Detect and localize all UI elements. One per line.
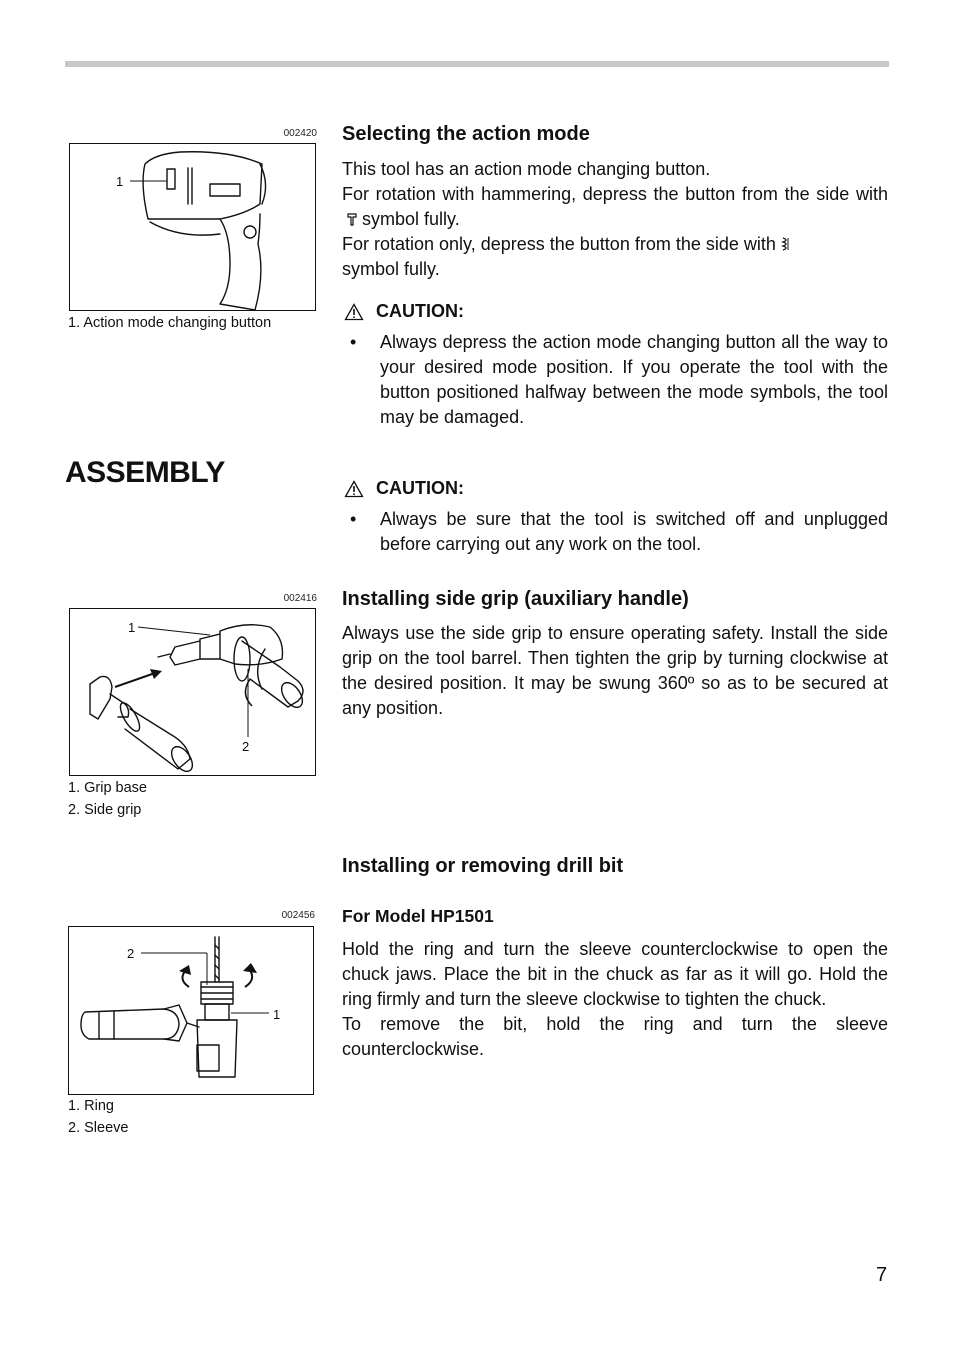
hammer-symbol-icon bbox=[346, 211, 358, 227]
para-line: This tool has an action mode changing button. bbox=[342, 159, 711, 179]
legend-item: 1. Action mode changing button bbox=[68, 315, 272, 331]
callout-1: 1 bbox=[273, 1007, 281, 1022]
callout-2: 2 bbox=[242, 739, 250, 754]
caution-bullet-1 bbox=[342, 330, 888, 430]
legend-item: 2. Side grip bbox=[68, 802, 142, 818]
drill-side-view-illustration bbox=[70, 144, 315, 310]
side-grip-paragraph: Always use the side grip to ensure operating safety. Install the side grip on the tool barrel. Then tighten the grip by turning clockwise at the desired position. It may be swung 360º so as to be secured at any position. bbox=[342, 623, 888, 718]
page-number: 7 bbox=[876, 1264, 888, 1286]
header-rule bbox=[65, 61, 889, 67]
assembly-title: ASSEMBLY bbox=[65, 456, 225, 489]
figure-action-mode bbox=[69, 143, 316, 311]
figure-code-1: 002420 bbox=[283, 128, 317, 139]
caution-text: Always be sure that the tool is switched off and unplugged before carrying out any work on the tool. bbox=[380, 509, 888, 554]
bullet-dot: • bbox=[350, 332, 357, 352]
legend-item: 1. Ring bbox=[68, 1098, 114, 1114]
para-line: For rotation with hammering, depress the button from the side withsymbol fully. bbox=[342, 184, 888, 229]
subheading-model: For Model HP1501 bbox=[342, 906, 494, 926]
figure-legend-1 bbox=[68, 312, 271, 334]
legend-item: 1. Grip base bbox=[68, 780, 147, 796]
heading-installing-drill-bit: Installing or removing drill bit bbox=[342, 855, 624, 877]
heading-selecting-action-mode: Selecting the action mode bbox=[342, 123, 590, 145]
drill-bit-paragraph bbox=[342, 937, 888, 1062]
caution-bullet-2 bbox=[342, 507, 888, 557]
caution-1 bbox=[344, 301, 464, 322]
callout-2: 2 bbox=[127, 946, 135, 961]
heading-installing-side-grip: Installing side grip (auxiliary handle) bbox=[342, 588, 689, 610]
figure-legend-2 bbox=[68, 777, 147, 821]
figure-drill-bit bbox=[68, 926, 314, 1095]
figure-code-3: 002456 bbox=[281, 910, 315, 921]
rotation-symbol-icon bbox=[780, 236, 792, 252]
caution-label: CAUTION: bbox=[376, 301, 464, 321]
figure-side-grip bbox=[69, 608, 316, 776]
drill-chuck-illustration bbox=[69, 927, 313, 1094]
caution-text: Always depress the action mode changing button all the way to your desired mode position. If you operate the tool with the button positioned halfway between the mode symbols, the tool may be damaged. bbox=[380, 332, 888, 427]
para-line: For rotation only, depress the button from the side with symbol fully. bbox=[342, 232, 888, 282]
bullet-dot: • bbox=[350, 509, 357, 529]
caution-label: CAUTION: bbox=[376, 478, 464, 498]
figure-legend-3 bbox=[68, 1095, 128, 1139]
para-block: Hold the ring and turn the sleeve counterclockwise to open the chuck jaws. Place the bit in the chuck as far as it will go. Hold the ring firmly and turn the sleeve clockwise to tighten the chuck. bbox=[342, 939, 888, 1009]
legend-item: 2. Sleeve bbox=[68, 1120, 129, 1136]
action-mode-paragraph bbox=[342, 157, 888, 282]
para-block: To remove the bit, hold the ring and turn the sleeve counterclockwise. bbox=[342, 1014, 888, 1059]
callout-1: 1 bbox=[116, 174, 124, 189]
caution-2 bbox=[344, 478, 464, 499]
warning-triangle-icon bbox=[344, 480, 364, 498]
callout-1: 1 bbox=[128, 620, 136, 635]
warning-triangle-icon bbox=[344, 303, 364, 321]
figure-code-2: 002416 bbox=[283, 593, 317, 604]
side-grip-illustration bbox=[70, 609, 315, 775]
